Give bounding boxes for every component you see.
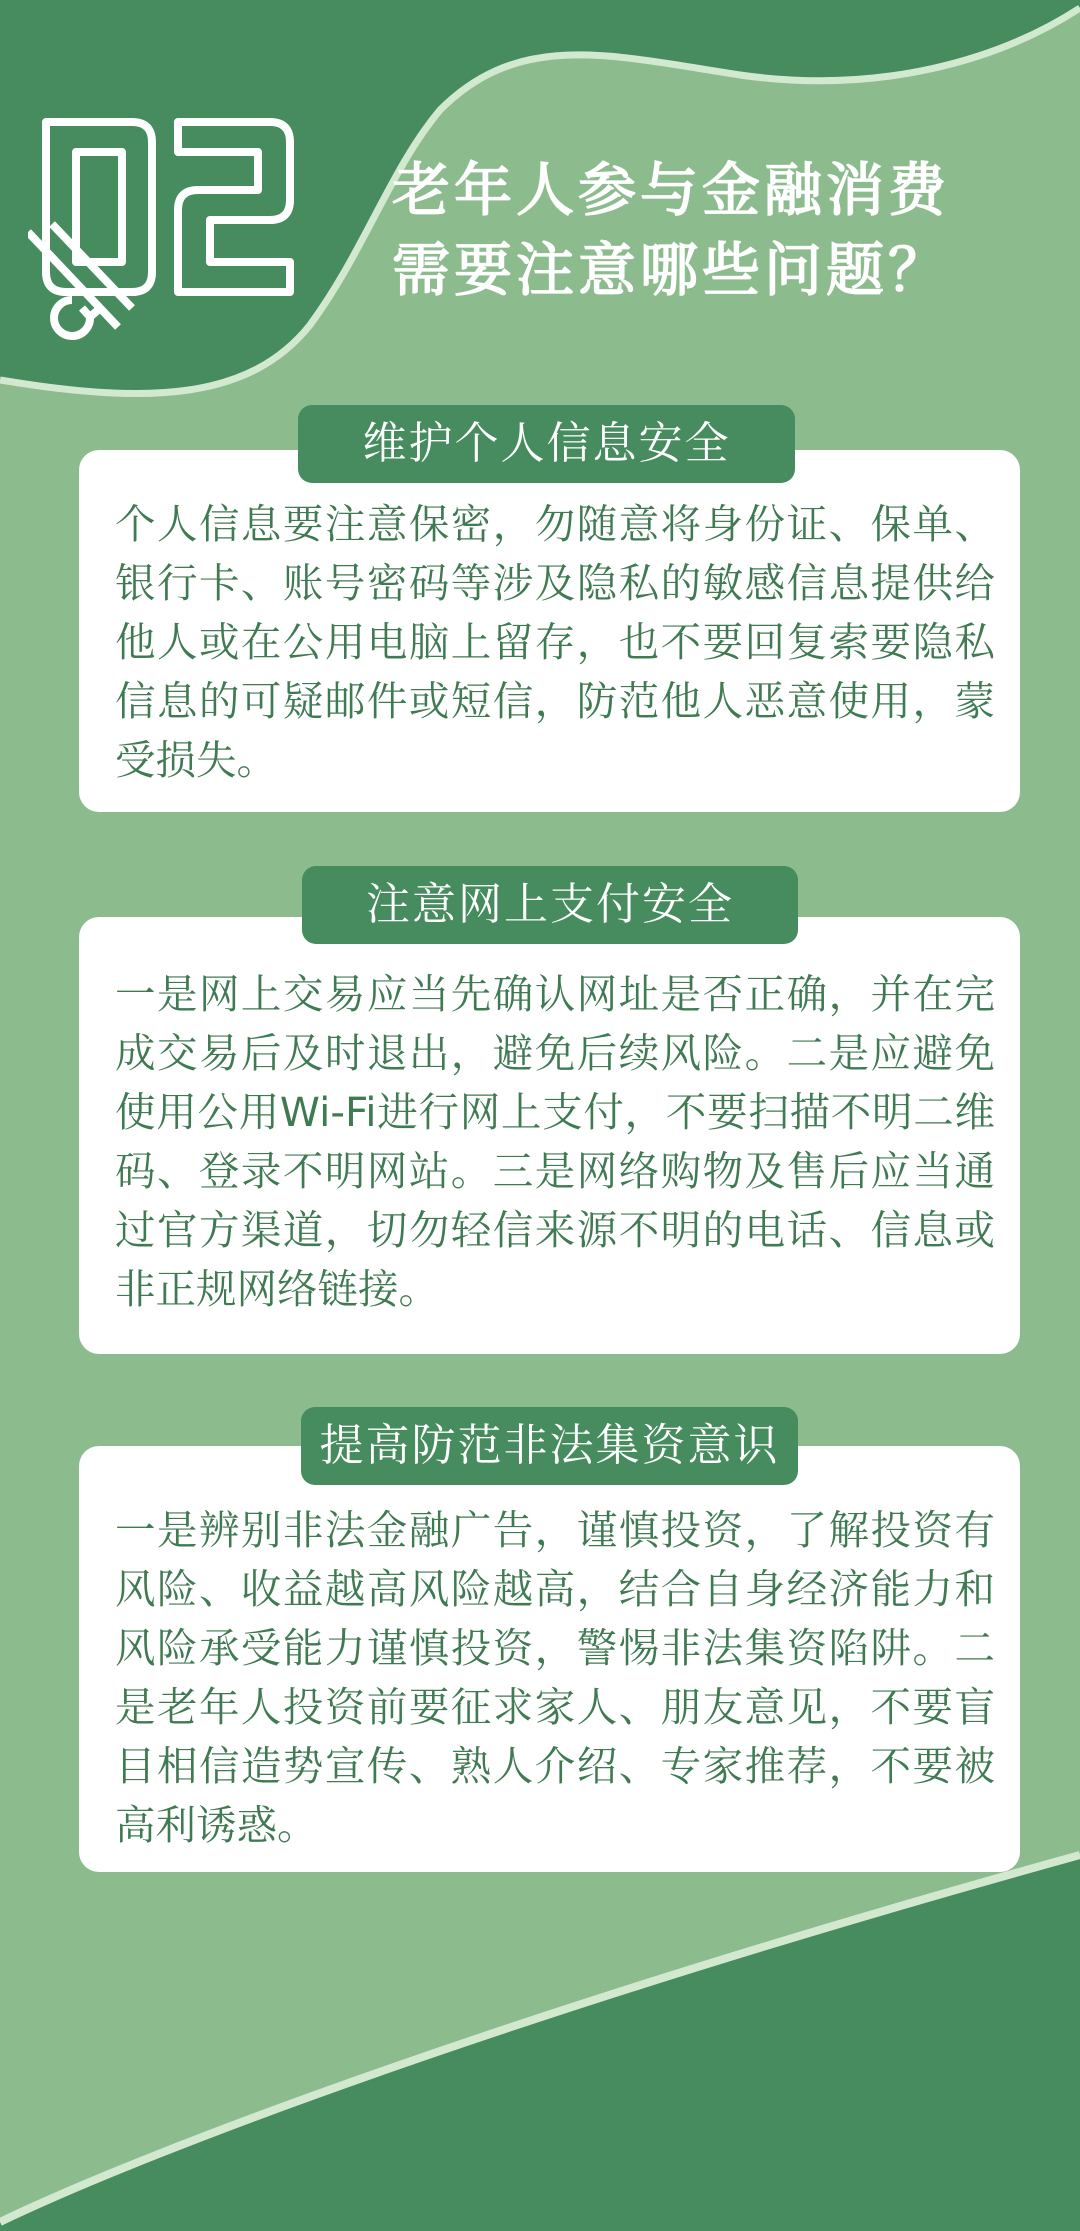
section-card-3 [79, 1446, 1020, 1872]
page-title [392, 150, 1052, 310]
title-line-2: 需要注意哪些问题？ [392, 236, 951, 304]
section-heading-1: 维护个人信息安全 [298, 405, 795, 483]
section-body-2: 一是网上交易应当先确认网址是否正确，并在完成交易后及时退出，避免后续风险。二是应避免使用公用Wi-Fi进行网上支付，不要扫描不明二维码、登录不明网站。三是网络购物及售后应当通过官方渠道，切勿轻信来源不明的电话、信息或非正规网络链接。 [115, 970, 995, 1313]
section-card-2 [79, 917, 1020, 1354]
section-heading-2: 注意网上支付安全 [302, 866, 798, 944]
section-card-1 [79, 450, 1020, 812]
number-emblem [28, 112, 308, 342]
title-line-1: 老年人参与金融消费 [392, 156, 951, 224]
section-heading-3: 提高防范非法集资意识 [301, 1407, 798, 1485]
section-body-1: 个人信息要注意保密，勿随意将身份证、保单、银行卡、账号密码等涉及隐私的敏感信息提供给他人或在公用电脑上留存，也不要回复索要隐私信息的可疑邮件或短信，防范他人恶意使用，蒙受损失。 [115, 500, 995, 784]
section-body-3: 一是辨别非法金融广告，谨慎投资，了解投资有风险、收益越高风险越高，结合自身经济能力和风险承受能力谨慎投资，警惕非法集资陷阱。二是老年人投资前要征求家人、朋友意见，不要盲目相信造势宣传、熟人介绍、专家推荐，不要被高利诱惑。 [115, 1506, 995, 1849]
